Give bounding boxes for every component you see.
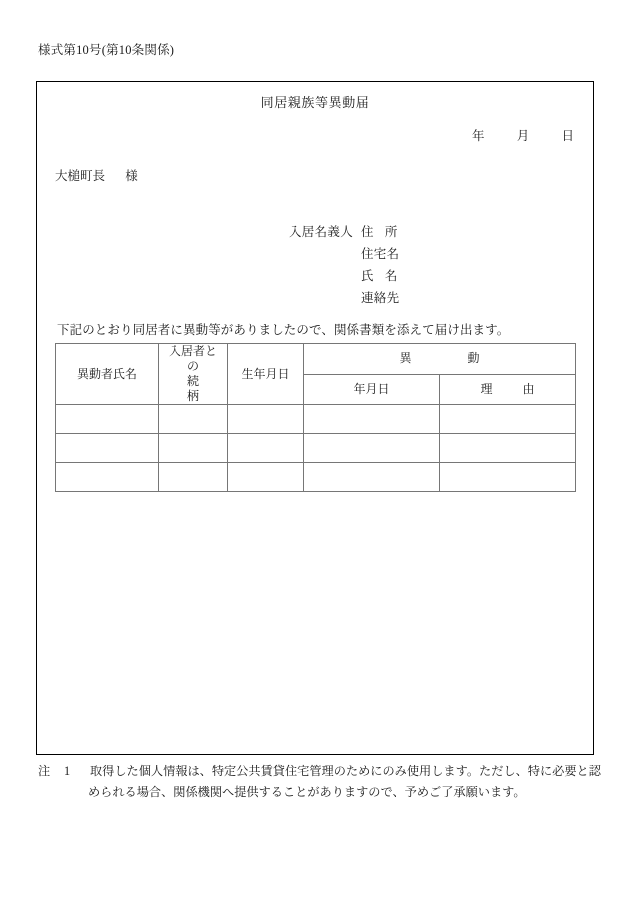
applicant-address-label [361, 222, 398, 240]
table-row [56, 463, 576, 492]
footnote-text-line-1: 取得した個人情報は、特定公共賃貸住宅管理のためにのみ使用します。ただし、特に必要と認 [90, 764, 601, 778]
cell-name[interactable] [56, 463, 159, 492]
applicant-row-contact [289, 288, 399, 310]
applicant-address-label-b: 所 [384, 225, 398, 239]
date-year-label: 年 [471, 129, 485, 143]
applicant-name-label [361, 266, 398, 284]
applicant-block [289, 222, 399, 310]
document-title: 同居親族等異動届 [260, 95, 370, 110]
footnote-mark: 注 [38, 764, 51, 778]
applicant-owner-label: 入居名義人 [289, 225, 354, 239]
header-relation-stack [159, 344, 227, 404]
date-month-label: 月 [516, 129, 530, 143]
header-relation-line2-b: 続 [186, 374, 199, 388]
footnote-number: 1 [64, 764, 71, 778]
footnote-text-line-2: められる場合、関係機関へ提供することがありますので、予めご了承願います。 [88, 785, 526, 799]
cell-relation[interactable] [159, 405, 228, 434]
header-name: 異動者氏名 [56, 344, 159, 405]
cell-reason[interactable] [440, 405, 576, 434]
cell-reason[interactable] [440, 463, 576, 492]
addressee-honorific: 様 [125, 169, 138, 183]
applicant-row-name [289, 266, 399, 288]
table-row [56, 434, 576, 463]
header-reason-b: 由 [522, 381, 535, 396]
header-reason [440, 374, 576, 405]
applicant-row-housing-name [289, 244, 399, 266]
header-relation-line1: 入居者と [168, 344, 217, 358]
change-table [55, 343, 576, 492]
header-relation-line2-a: の [186, 359, 199, 373]
date-entry-line [472, 126, 574, 144]
cell-birthdate[interactable] [228, 405, 304, 434]
cell-name[interactable] [56, 434, 159, 463]
header-reason-a: 理 [480, 381, 493, 396]
applicant-housing-name-label: 住宅名 [361, 247, 400, 261]
header-change-group-a: 異 [399, 351, 412, 366]
date-day-label: 日 [561, 129, 574, 143]
header-relation-line2 [159, 359, 227, 404]
table-row [56, 405, 576, 434]
cell-relation[interactable] [159, 463, 228, 492]
addressee-recipient: 大槌町長 [55, 169, 106, 183]
header-change-group-b: 動 [467, 351, 480, 366]
header-birthdate: 生年月日 [228, 344, 304, 405]
applicant-name-label-a: 氏 [361, 269, 374, 283]
cell-change-date[interactable] [304, 405, 440, 434]
form-number-label: 様式第10号(第10条関係) [38, 43, 175, 57]
footnote-line-1 [38, 761, 601, 782]
cell-name[interactable] [56, 405, 159, 434]
footnote-block [38, 761, 601, 803]
header-relation [159, 344, 228, 405]
cell-change-date[interactable] [304, 434, 440, 463]
cell-reason[interactable] [440, 434, 576, 463]
applicant-name-label-b: 名 [384, 269, 398, 283]
header-change-group [304, 344, 576, 375]
cell-relation[interactable] [159, 434, 228, 463]
header-change-date: 年月日 [304, 374, 440, 405]
cell-birthdate[interactable] [228, 463, 304, 492]
applicant-address-label-a: 住 [361, 225, 374, 239]
declaration-statement: 下記のとおり同居者に異動等がありましたので、関係書類を添えて届け出ます。 [57, 323, 510, 337]
addressee-line [55, 166, 138, 184]
change-table-wrapper [55, 343, 576, 492]
form-main-box [36, 81, 594, 755]
table-header-row-1 [56, 344, 576, 375]
cell-change-date[interactable] [304, 463, 440, 492]
cell-birthdate[interactable] [228, 434, 304, 463]
footnote-line-2 [38, 782, 594, 803]
applicant-row-address [289, 222, 399, 244]
applicant-contact-label: 連絡先 [361, 291, 400, 305]
header-relation-line2-c: 柄 [186, 389, 199, 403]
